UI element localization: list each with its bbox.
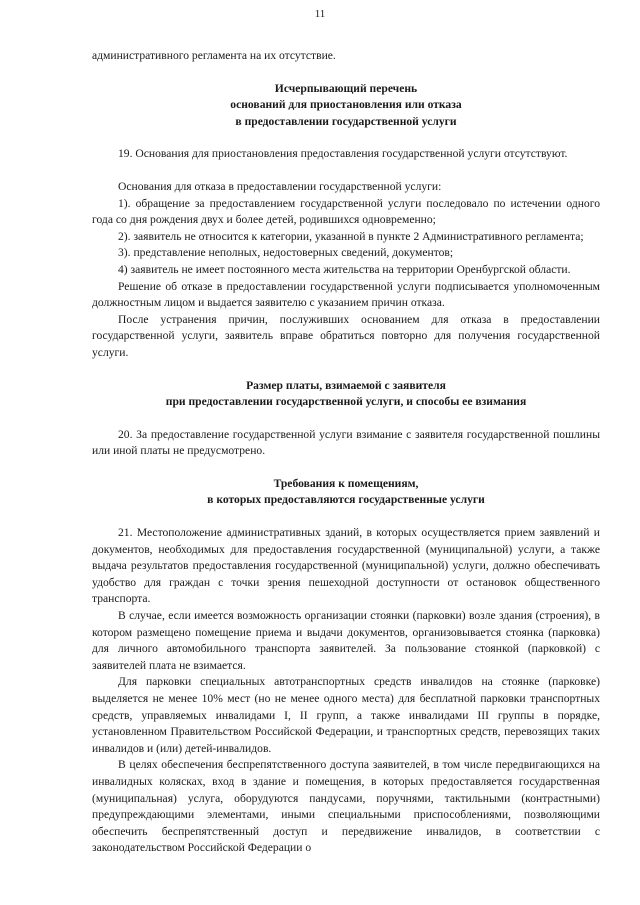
section-heading-refusal: Исчерпывающий перечень	[274, 81, 418, 95]
accessibility-paragraph: В целях обеспечения беспрепятственного доступа заявителей, в том числе передвигающихся на инвалидных колясках, вход в здание и помещения, в которых предоставляется государственная (муниципальная) услуга, оборудуются пандусами, поручнями, тактильными (контрастными) предупреждающими элементами, иными специальными приспособлениями, позволяющими обеспечить беспрепятственный доступ и передвижение инвалидов, в соответствии с законодательством Российской Федерации о	[92, 758, 600, 855]
refusal-decision: Решение об отказе в предоставлении государственной услуги подписывается уполномоченным должностным лицом и выдается заявителю с указанием причин отказа.	[92, 279, 600, 310]
section-heading-refusal-2: оснований для приостановления или отказа	[230, 98, 462, 112]
section-heading-premises-2: в которых предоставляются государственные услуги	[207, 493, 485, 507]
page-number: 11	[314, 8, 326, 20]
refusal-item-4: 4) заявитель не имеет постоянного места жительства на территории Оренбургской области.	[118, 262, 571, 276]
parking-paragraph: В случае, если имеется возможность организации стоянки (парковки) возле здания (строения), в котором размещено помещение приема и выдачи документов, организовывается стоянка (парковка) для личного автомобильного транспорта заявителей. За пользование стоянкой (парковкой) с заявителей плата не взимается.	[92, 609, 600, 672]
disabled-parking-paragraph: Для парковки специальных автотранспортных средств инвалидов на стоянке (парковке) выделяется не менее 10% мест (но не менее одного места) для бесплатной парковки транспортных средств, управляемых инвалидами I, II групп, а также инвалидами III группы в порядке, установленном Правительством Российской Федерации, и транспортных средств, перевозящих таких инвалидов и (или) детей-инвалидов.	[92, 675, 600, 755]
paragraph-21: 21. Местоположение административных зданий, в которых осуществляется прием заявлений и документов, необходимых для предоставления государственной (муниципальной) услуги, а также выдача результатов предоставления государственной (муниципальной) услуги, должно обеспечивать удобство для граждан с точки зрения пешеходной доступности от остановок общественного транспорта.	[92, 526, 600, 606]
refusal-reapply: После устранения причин, послуживших основанием для отказа в предоставлении государственной услуги, заявитель вправе обратиться повторно для получения государственной услуги.	[92, 312, 600, 359]
paragraph-19: 19. Основания для приостановления предоставления государственной услуги отсутствуют.	[118, 147, 568, 161]
section-heading-refusal-3: в предоставлении государственной услуги	[235, 114, 457, 128]
section-heading-fee-2: при предоставлении государственной услуги, и способы ее взимания	[165, 395, 527, 409]
document-body	[92, 48, 600, 857]
section-heading-premises: Требования к помещениям,	[273, 476, 419, 490]
refusal-item-3: 3). представление неполных, недостоверных сведений, документов;	[118, 246, 454, 260]
refusal-item-1: 1). обращение за предоставлением государственной услуги последовало по истечении одного года со дня рождения двух и более детей, родившихся одновременно;	[92, 196, 600, 227]
refusal-intro: Основания для отказа в предоставлении государственной услуги:	[118, 179, 442, 193]
carry-over-text: административного регламента на их отсутствие.	[92, 49, 336, 62]
paragraph-20: 20. За предоставление государственной услуги взимание с заявителя государственной пошлины или иной платы не предусмотрено.	[92, 427, 600, 458]
refusal-item-2: 2). заявитель не относится к категории, указанной в пункте 2 Административного регламента;	[118, 229, 584, 243]
section-heading-fee: Размер платы, взимаемой с заявителя	[246, 378, 446, 392]
